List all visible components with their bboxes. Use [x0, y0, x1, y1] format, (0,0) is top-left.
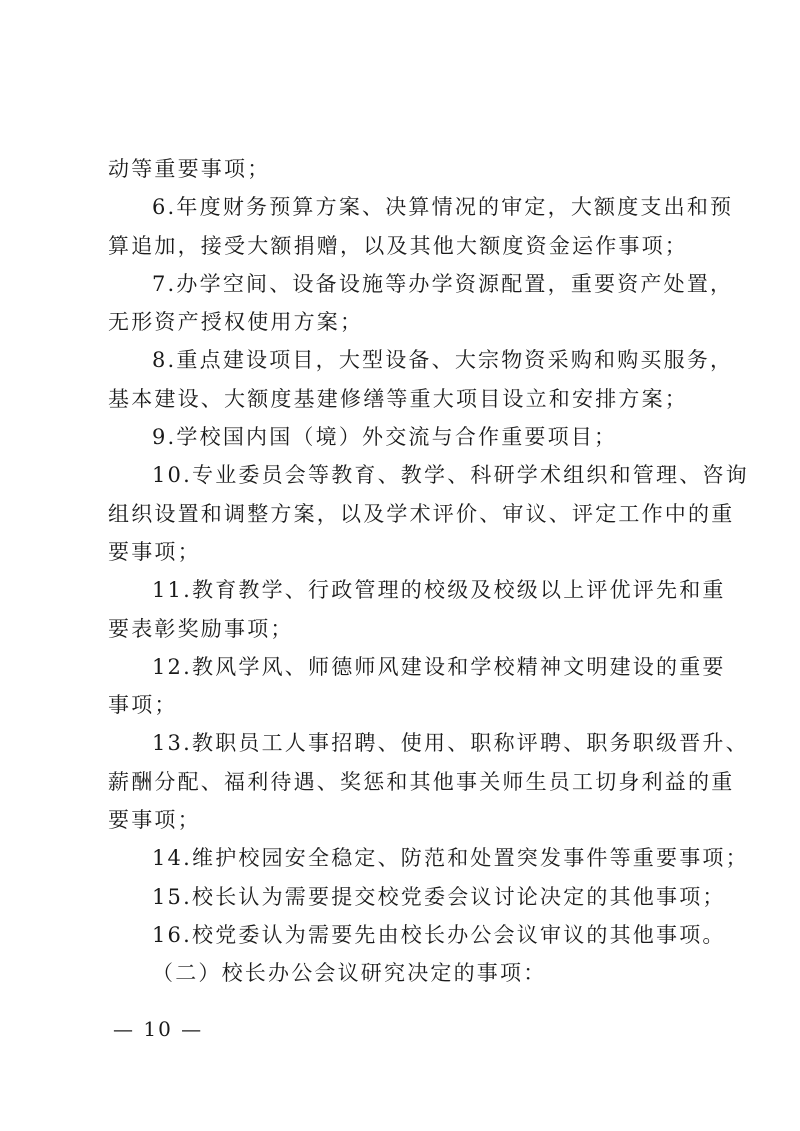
- list-item-8: 8.重点建设项目，大型设备、大宗物资采购和购买服务，: [152, 348, 734, 373]
- text-line: 基本建设、大额度基建修缮等重大项目设立和安排方案；: [108, 386, 688, 411]
- list-item-16: 16.校党委认为需要先由校长办公会议审议的其他事项。: [152, 922, 726, 947]
- page-number: — 10 —: [113, 1017, 204, 1041]
- text-line: 动等重要事项；: [108, 157, 271, 181]
- document-body: [108, 150, 749, 993]
- text-line: 要表彰奖励事项；: [108, 616, 294, 641]
- list-item-14: 14.维护校园安全稳定、防范和处置突发事件等重要事项；: [152, 846, 749, 871]
- text-line: 算追加，接受大额捐赠，以及其他大额度资金运作事项；: [108, 233, 688, 258]
- text-line: 事项；: [108, 693, 178, 718]
- list-item-13: 13.教职员工人事招聘、使用、职称评聘、职务职级晋升、: [152, 731, 749, 756]
- text-line: 薪酬分配、福利待遇、奖惩和其他事关师生员工切身利益的重: [108, 769, 735, 794]
- text-line: 要事项；: [108, 808, 201, 833]
- list-item-10: 10.专业委员会等教育、教学、科研学术组织和管理、咨询: [152, 463, 749, 488]
- list-item-9: 9.学校国内国（境）外交流与合作重要项目；: [152, 425, 618, 450]
- list-item-12: 12.教风学风、师德师风建设和学校精神文明建设的重要: [152, 654, 726, 679]
- list-item-7: 7.办学空间、设备设施等办学资源配置，重要资产处置，: [152, 271, 734, 296]
- text-line: 无形资产授权使用方案；: [108, 310, 364, 335]
- text-line: 要事项；: [108, 539, 201, 564]
- list-item-6: 6.年度财务预算方案、决算情况的审定，大额度支出和预: [152, 195, 734, 220]
- text-line: 组织设置和调整方案，以及学术评价、审议、评定工作中的重: [108, 501, 735, 526]
- list-item-15: 15.校长认为需要提交校党委会议讨论决定的其他事项；: [152, 884, 726, 909]
- section-heading: （二）校长办公会议研究决定的事项：: [152, 961, 547, 986]
- list-item-11: 11.教育教学、行政管理的校级及校级以上评优评先和重: [152, 578, 726, 603]
